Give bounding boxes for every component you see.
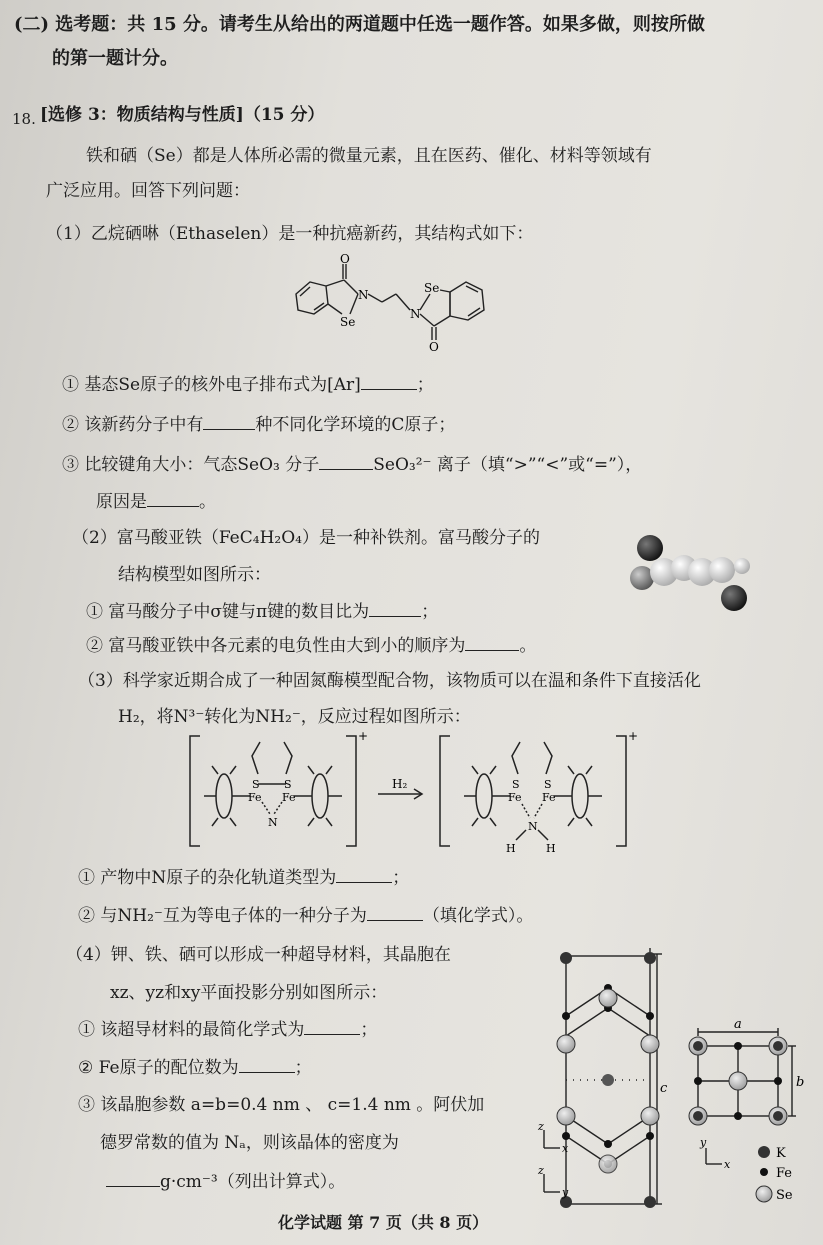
ethaselen-structure: [288, 252, 498, 352]
answer-blank[interactable]: [319, 453, 373, 470]
arrow-reagent: H₂: [392, 777, 408, 791]
part1-q1-text: ① 基态Se原子的核外电子排布式为[Ar]: [62, 375, 361, 395]
part3-q1: [78, 866, 409, 889]
answer-blank[interactable]: [465, 634, 519, 651]
atom-o-bottom: O: [429, 340, 439, 352]
question-intro-cont: 广泛应用。回答下列问题：: [46, 181, 250, 201]
part1-q3-reason: [96, 490, 216, 513]
part3-stem: （3）科学家近期合成了一种固氮酶模型配合物，该物质可以在温和条件下直接活化: [78, 671, 701, 691]
label-a: a: [734, 1017, 742, 1032]
part2-q1-text: ① 富马酸分子中σ键与π键的数目比为: [86, 602, 370, 622]
answer-blank[interactable]: [361, 373, 417, 390]
part4-stem: （4）钾、铁、硒可以形成一种超导材料，其晶胞在: [66, 945, 451, 965]
atom-n-right: N: [410, 307, 421, 321]
axis-x: x: [562, 1142, 569, 1155]
axis-z: z: [538, 1120, 544, 1133]
part4-q2: [78, 1056, 312, 1079]
part4-q1-end: ；: [360, 1020, 378, 1040]
part2-q1: [86, 600, 438, 623]
atom-se-left: Se: [340, 315, 356, 329]
part1-q2: [62, 413, 455, 436]
part1-stem: （1）乙烷硒啉（Ethaselen）是一种抗癌新药，其结构式如下：: [46, 224, 534, 244]
section-instructions-cont: 的第一题计分。: [52, 48, 178, 69]
part3-stem-cont: H₂，将N³⁻转化为NH₂⁻，反应过程如图所示：: [118, 707, 471, 727]
atom-s: S: [544, 778, 552, 791]
part4-q1: [78, 1018, 377, 1041]
axis-y: y: [700, 1136, 707, 1149]
question-number: 18.: [12, 110, 36, 128]
part1-q2-text: ② 该新药分子中有: [62, 415, 204, 435]
atom-n-left: N: [358, 288, 369, 302]
crystal-cell-projections: [520, 940, 820, 1220]
atom-fe: Fe: [542, 791, 556, 804]
part4-q2-end: ；: [294, 1058, 312, 1078]
part2-q2-end: 。: [519, 636, 537, 656]
part3-q2: [78, 904, 533, 927]
answer-blank[interactable]: [336, 866, 392, 883]
atom-n: N: [528, 820, 538, 833]
part2-q1-end: ；: [421, 602, 439, 622]
answer-blank[interactable]: [304, 1018, 360, 1035]
answer-blank[interactable]: [203, 413, 255, 430]
part3-q1-text: ① 产物中N原子的杂化轨道类型为: [78, 868, 337, 888]
question-header: [选修 3：物质结构与性质]（15 分）: [40, 105, 325, 125]
part4-q3: ③ 该晶胞参数 a=b=0.4 nm 、 c=1.4 nm 。阿伏加: [78, 1095, 485, 1115]
atom-fe: Fe: [282, 791, 296, 804]
label-b: b: [796, 1075, 805, 1090]
section-instructions: (二) 选考题：共 15 分。请考生从给出的两道题中任选一题作答。如果多做，则按所做: [14, 14, 705, 35]
axis-z: z: [538, 1164, 544, 1177]
answer-blank[interactable]: [106, 1170, 160, 1187]
atom-o-top: O: [340, 252, 350, 266]
part3-q2-end: （填化学式）。: [422, 906, 534, 926]
part1-q1-end: ；: [416, 375, 434, 395]
part3-q1-end: ；: [392, 868, 410, 888]
axis-x: x: [724, 1158, 731, 1171]
atom-fe: Fe: [248, 791, 262, 804]
answer-blank[interactable]: [239, 1056, 295, 1073]
part4-stem-cont: xz、yz和xy平面投影分别如图所示：: [110, 983, 388, 1003]
atom-s: S: [252, 778, 260, 791]
reaction-scheme: [186, 726, 646, 856]
part1-q3-reason-text: 原因是: [96, 492, 147, 512]
legend-se: Se: [776, 1188, 793, 1203]
answer-blank[interactable]: [147, 490, 199, 507]
part2-q2-text: ② 富马酸亚铁中各元素的电负性由大到小的顺序为: [86, 636, 466, 656]
part2-q2: [86, 634, 536, 657]
atom-s: S: [512, 778, 520, 791]
atom-fe: Fe: [508, 791, 522, 804]
fumaric-acid-ball-model: [622, 526, 752, 616]
part1-q1: [62, 373, 434, 396]
part4-q3-end: g·cm⁻³（列出计算式）。: [160, 1172, 346, 1192]
part3-q2-text: ② 与NH₂⁻互为等电子体的一种分子为: [78, 906, 367, 926]
axis-y: y: [562, 1186, 569, 1199]
legend-fe: Fe: [776, 1166, 793, 1181]
atom-se-right: Se: [424, 281, 440, 295]
part4-q3-answer: [106, 1170, 345, 1193]
page-footer: 化学试题 第 7 页（共 8 页）: [278, 1213, 489, 1232]
atom-h: H: [546, 842, 556, 855]
part2-stem: （2）富马酸亚铁（FeC₄H₂O₄）是一种补铁剂。富马酸分子的: [72, 528, 540, 548]
atom-h: H: [506, 842, 516, 855]
legend-k: K: [776, 1146, 786, 1161]
label-c: c: [660, 1081, 668, 1096]
question-intro: 铁和硒（Se）都是人体所必需的微量元素，且在医药、催化、材料等领域有: [86, 146, 652, 166]
part1-q3: [62, 453, 642, 476]
part1-q3-reason-end: 。: [199, 492, 216, 512]
part2-stem-cont: 结构模型如图所示：: [118, 565, 271, 585]
part1-q2-end: 种不同化学环境的C原子；: [255, 415, 456, 435]
answer-blank[interactable]: [367, 904, 423, 921]
charge-left: +: [358, 729, 369, 743]
answer-blank[interactable]: [369, 600, 421, 617]
atom-s: S: [284, 778, 292, 791]
part1-q3-end: SeO₃²⁻ 离子（填“>”“<”或“=”），: [373, 455, 643, 475]
atom-n: N: [268, 816, 278, 829]
part4-q3-cont: 德罗常数的值为 Nₐ，则该晶体的密度为: [100, 1133, 399, 1153]
charge-right: +: [628, 729, 639, 743]
part4-q2-text: ② Fe原子的配位数为: [78, 1058, 239, 1078]
part4-q1-text: ① 该超导材料的最简化学式为: [78, 1020, 305, 1040]
part1-q3-text: ③ 比较键角大小：气态SeO₃ 分子: [62, 455, 320, 475]
